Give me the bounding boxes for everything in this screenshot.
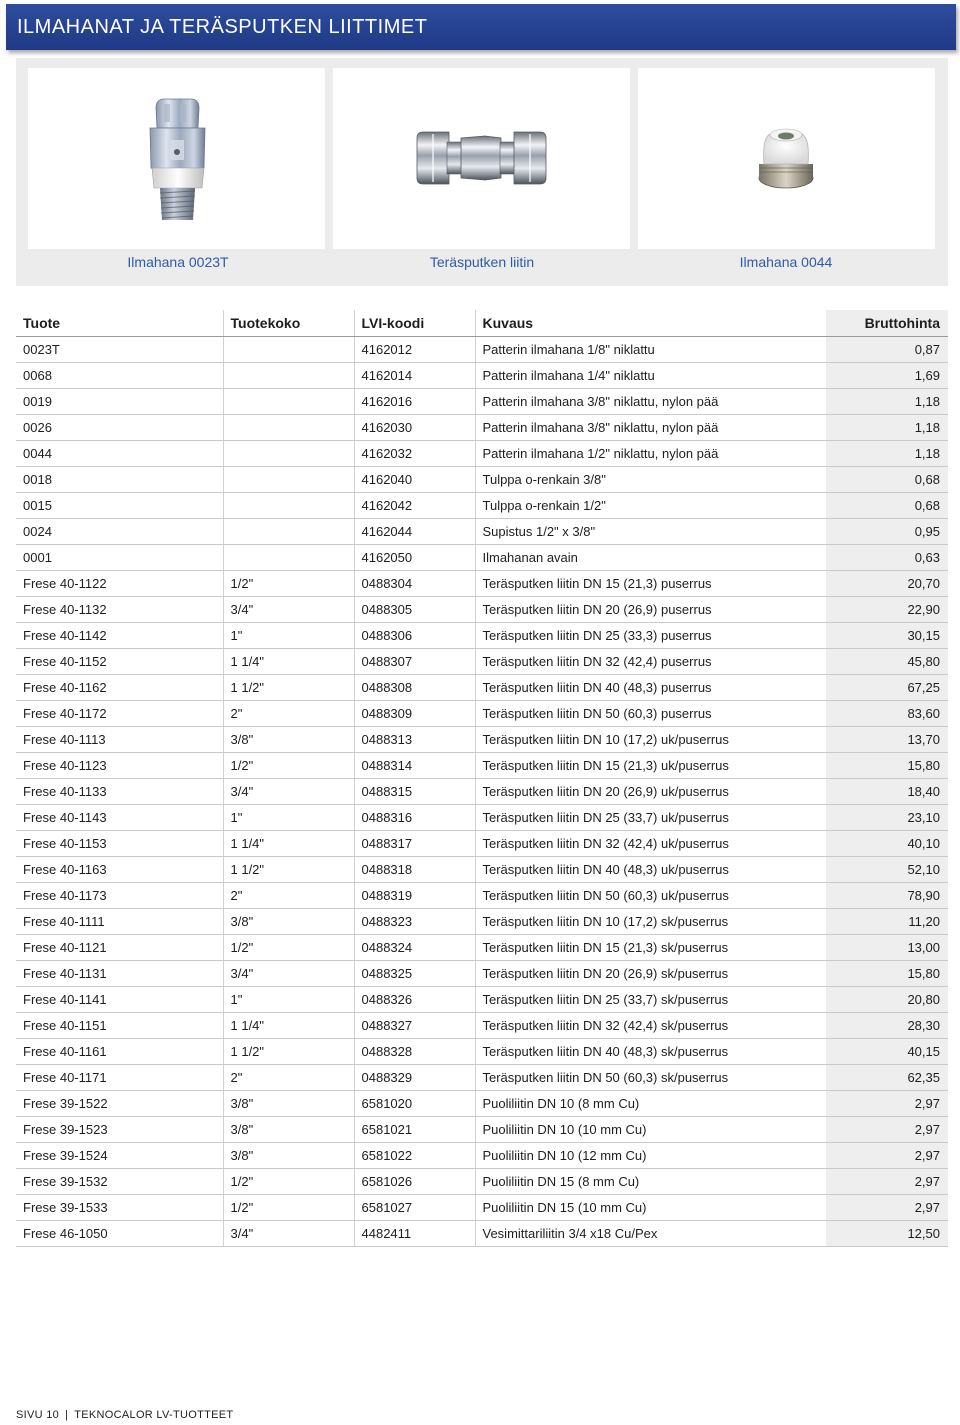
product-caption-1: Ilmahana 0023T <box>127 254 229 270</box>
cell-bruttohinta: 1,18 <box>826 441 948 467</box>
cell-tuotekoko <box>223 467 354 493</box>
cell-tuote: Frese 39-1522 <box>16 1091 223 1117</box>
cell-tuotekoko: 3/4" <box>223 961 354 987</box>
cell-bruttohinta: 28,30 <box>826 1013 948 1039</box>
cell-bruttohinta: 20,70 <box>826 571 948 597</box>
cell-kuvaus: Teräsputken liitin DN 40 (48,3) puserrus <box>475 675 826 701</box>
cell-tuote: Frese 39-1532 <box>16 1169 223 1195</box>
cell-kuvaus: Puoliliitin DN 15 (8 mm Cu) <box>475 1169 826 1195</box>
cell-tuotekoko: 1/2" <box>223 1169 354 1195</box>
table-row <box>16 701 948 727</box>
table-row <box>16 441 948 467</box>
cell-tuote: Frese 40-1123 <box>16 753 223 779</box>
footer-brand: TEKNOCALOR LV-TUOTTEET <box>74 1409 234 1421</box>
cell-tuotekoko: 1 1/4" <box>223 831 354 857</box>
cell-tuote: 0068 <box>16 363 223 389</box>
table-row <box>16 649 948 675</box>
cell-tuote: Frese 40-1122 <box>16 571 223 597</box>
cell-lvi-koodi: 0488305 <box>354 597 475 623</box>
cell-kuvaus: Teräsputken liitin DN 50 (60,3) sk/puserrus <box>475 1065 826 1091</box>
cell-tuotekoko: 1 1/2" <box>223 675 354 701</box>
cell-lvi-koodi: 0488319 <box>354 883 475 909</box>
cell-bruttohinta: 0,63 <box>826 545 948 571</box>
cell-tuote: Frese 40-1172 <box>16 701 223 727</box>
cell-bruttohinta: 30,15 <box>826 623 948 649</box>
cell-lvi-koodi: 0488316 <box>354 805 475 831</box>
cell-tuote: Frese 40-1153 <box>16 831 223 857</box>
cell-tuote: 0015 <box>16 493 223 519</box>
cell-bruttohinta: 40,15 <box>826 1039 948 1065</box>
cell-kuvaus: Teräsputken liitin DN 32 (42,4) puserrus <box>475 649 826 675</box>
cell-tuote: Frese 40-1173 <box>16 883 223 909</box>
cell-tuotekoko: 1 1/4" <box>223 1013 354 1039</box>
air-valve-0023t-image <box>28 68 325 249</box>
cell-kuvaus: Teräsputken liitin DN 40 (48,3) sk/puserrus <box>475 1039 826 1065</box>
cell-tuotekoko <box>223 493 354 519</box>
table-row <box>16 831 948 857</box>
footer-separator: | <box>65 1409 69 1421</box>
table-row <box>16 753 948 779</box>
cell-lvi-koodi: 4162042 <box>354 493 475 519</box>
table-row <box>16 909 948 935</box>
cell-kuvaus: Teräsputken liitin DN 50 (60,3) uk/puserrus <box>475 883 826 909</box>
cell-bruttohinta: 2,97 <box>826 1195 948 1221</box>
column-header-tuotekoko: Tuotekoko <box>223 310 354 337</box>
cell-bruttohinta: 45,80 <box>826 649 948 675</box>
table-row <box>16 1091 948 1117</box>
cell-kuvaus: Teräsputken liitin DN 20 (26,9) puserrus <box>475 597 826 623</box>
table-row <box>16 1143 948 1169</box>
cell-bruttohinta: 1,18 <box>826 389 948 415</box>
cell-bruttohinta: 22,90 <box>826 597 948 623</box>
cell-bruttohinta: 12,50 <box>826 1221 948 1247</box>
cell-lvi-koodi: 0488304 <box>354 571 475 597</box>
cell-lvi-koodi: 6581027 <box>354 1195 475 1221</box>
table-row <box>16 415 948 441</box>
cell-tuote: Frese 40-1142 <box>16 623 223 649</box>
cell-bruttohinta: 0,87 <box>826 337 948 363</box>
cell-lvi-koodi: 6581021 <box>354 1117 475 1143</box>
cell-tuote: Frese 40-1121 <box>16 935 223 961</box>
cell-tuote: Frese 40-1163 <box>16 857 223 883</box>
cell-kuvaus: Patterin ilmahana 1/4" niklattu <box>475 363 826 389</box>
cell-tuotekoko: 1/2" <box>223 935 354 961</box>
cell-kuvaus: Teräsputken liitin DN 10 (17,2) sk/puserrus <box>475 909 826 935</box>
cell-tuote: Frese 40-1133 <box>16 779 223 805</box>
cell-tuote: 0018 <box>16 467 223 493</box>
cell-kuvaus: Teräsputken liitin DN 20 (26,9) uk/puserrus <box>475 779 826 805</box>
cell-bruttohinta: 62,35 <box>826 1065 948 1091</box>
cell-kuvaus: Tulppa o-renkain 1/2" <box>475 493 826 519</box>
cell-lvi-koodi: 0488328 <box>354 1039 475 1065</box>
column-header-tuote: Tuote <box>16 310 223 337</box>
cell-lvi-koodi: 0488314 <box>354 753 475 779</box>
table-row <box>16 467 948 493</box>
cell-kuvaus: Patterin ilmahana 3/8" niklattu, nylon pää <box>475 415 826 441</box>
table-row <box>16 493 948 519</box>
cell-kuvaus: Teräsputken liitin DN 20 (26,9) sk/puserrus <box>475 961 826 987</box>
cell-tuote: Frese 39-1523 <box>16 1117 223 1143</box>
cell-lvi-koodi: 0488323 <box>354 909 475 935</box>
cell-tuotekoko <box>223 545 354 571</box>
cell-tuote: Frese 40-1113 <box>16 727 223 753</box>
column-header-kuvaus: Kuvaus <box>475 310 826 337</box>
table-row <box>16 961 948 987</box>
cell-tuote: Frese 39-1524 <box>16 1143 223 1169</box>
table-row <box>16 623 948 649</box>
product-caption-2: Teräsputken liitin <box>429 254 535 270</box>
cell-tuotekoko: 1 1/2" <box>223 1039 354 1065</box>
cell-lvi-koodi: 0488317 <box>354 831 475 857</box>
table-body <box>16 337 948 1247</box>
cell-tuotekoko <box>223 337 354 363</box>
cell-tuotekoko: 3/4" <box>223 597 354 623</box>
cell-lvi-koodi: 4162014 <box>354 363 475 389</box>
cell-kuvaus: Teräsputken liitin DN 32 (42,4) uk/puserrus <box>475 831 826 857</box>
cell-tuotekoko: 3/4" <box>223 779 354 805</box>
cell-tuote: 0001 <box>16 545 223 571</box>
cell-kuvaus: Supistus 1/2" x 3/8" <box>475 519 826 545</box>
cell-bruttohinta: 18,40 <box>826 779 948 805</box>
table-row <box>16 337 948 363</box>
table-row <box>16 597 948 623</box>
table-row <box>16 857 948 883</box>
table-row <box>16 389 948 415</box>
cell-tuote: 0023T <box>16 337 223 363</box>
page-number: SIVU 10 <box>16 1409 60 1421</box>
cell-tuote: 0044 <box>16 441 223 467</box>
cell-kuvaus: Teräsputken liitin DN 15 (21,3) puserrus <box>475 571 826 597</box>
table-row <box>16 675 948 701</box>
cell-bruttohinta: 40,10 <box>826 831 948 857</box>
cell-lvi-koodi: 4162012 <box>354 337 475 363</box>
cell-bruttohinta: 20,80 <box>826 987 948 1013</box>
cell-kuvaus: Puoliliitin DN 10 (8 mm Cu) <box>475 1091 826 1117</box>
product-card-3 <box>638 68 935 249</box>
table-row <box>16 779 948 805</box>
cell-kuvaus: Ilmahanan avain <box>475 545 826 571</box>
column-header-lvi-koodi: LVI-koodi <box>354 310 475 337</box>
cell-tuotekoko: 3/8" <box>223 1091 354 1117</box>
cell-kuvaus: Teräsputken liitin DN 10 (17,2) uk/puserrus <box>475 727 826 753</box>
cell-tuote: Frese 46-1050 <box>16 1221 223 1247</box>
cell-lvi-koodi: 0488308 <box>354 675 475 701</box>
cell-tuotekoko <box>223 441 354 467</box>
cell-bruttohinta: 13,00 <box>826 935 948 961</box>
cell-lvi-koodi: 0488327 <box>354 1013 475 1039</box>
table-row <box>16 987 948 1013</box>
cell-tuotekoko: 3/8" <box>223 1143 354 1169</box>
product-card-2 <box>333 68 630 249</box>
cell-lvi-koodi: 4162044 <box>354 519 475 545</box>
cell-bruttohinta: 0,95 <box>826 519 948 545</box>
cell-bruttohinta: 2,97 <box>826 1117 948 1143</box>
cell-tuotekoko: 1/2" <box>223 571 354 597</box>
cell-tuotekoko: 3/8" <box>223 727 354 753</box>
cell-tuote: Frese 40-1171 <box>16 1065 223 1091</box>
cell-lvi-koodi: 0488309 <box>354 701 475 727</box>
cell-lvi-koodi: 0488325 <box>354 961 475 987</box>
cell-kuvaus: Teräsputken liitin DN 32 (42,4) sk/puserrus <box>475 1013 826 1039</box>
cell-bruttohinta: 2,97 <box>826 1091 948 1117</box>
cell-bruttohinta: 13,70 <box>826 727 948 753</box>
cell-tuote: Frese 40-1111 <box>16 909 223 935</box>
cell-kuvaus: Teräsputken liitin DN 25 (33,7) uk/puserrus <box>475 805 826 831</box>
cell-tuote: 0019 <box>16 389 223 415</box>
cell-tuotekoko <box>223 389 354 415</box>
cell-kuvaus: Patterin ilmahana 1/8" niklattu <box>475 337 826 363</box>
cell-kuvaus: Teräsputken liitin DN 15 (21,3) sk/puserrus <box>475 935 826 961</box>
cell-lvi-koodi: 0488307 <box>354 649 475 675</box>
cell-bruttohinta: 52,10 <box>826 857 948 883</box>
cell-kuvaus: Patterin ilmahana 1/2" niklattu, nylon pää <box>475 441 826 467</box>
cell-tuotekoko: 3/8" <box>223 909 354 935</box>
cell-kuvaus: Puoliliitin DN 10 (12 mm Cu) <box>475 1143 826 1169</box>
column-header-bruttohinta: Bruttohinta <box>826 310 948 337</box>
cell-tuotekoko: 3/4" <box>223 1221 354 1247</box>
table-row <box>16 883 948 909</box>
cell-lvi-koodi: 0488315 <box>354 779 475 805</box>
table-row <box>16 1169 948 1195</box>
table-row <box>16 805 948 831</box>
cell-tuotekoko: 1" <box>223 805 354 831</box>
cell-lvi-koodi: 0488306 <box>354 623 475 649</box>
table-row <box>16 1065 948 1091</box>
cell-kuvaus: Tulppa o-renkain 3/8" <box>475 467 826 493</box>
cell-bruttohinta: 0,68 <box>826 493 948 519</box>
cell-tuote: Frese 40-1143 <box>16 805 223 831</box>
cell-tuotekoko <box>223 415 354 441</box>
cell-tuote: Frese 40-1162 <box>16 675 223 701</box>
table-row <box>16 727 948 753</box>
cell-bruttohinta: 2,97 <box>826 1143 948 1169</box>
cell-lvi-koodi: 4162050 <box>354 545 475 571</box>
cell-tuotekoko <box>223 519 354 545</box>
cell-tuote: Frese 40-1141 <box>16 987 223 1013</box>
table-row <box>16 1117 948 1143</box>
table-row <box>16 519 948 545</box>
cell-kuvaus: Vesimittariliitin 3/4 x18 Cu/Pex <box>475 1221 826 1247</box>
cell-tuote: Frese 40-1131 <box>16 961 223 987</box>
table-row <box>16 1195 948 1221</box>
cell-lvi-koodi: 6581026 <box>354 1169 475 1195</box>
cell-bruttohinta: 15,80 <box>826 753 948 779</box>
cell-bruttohinta: 83,60 <box>826 701 948 727</box>
page-title: ILMAHANAT JA TERÄSPUTKEN LIITTIMET <box>17 16 428 38</box>
cell-tuotekoko: 1/2" <box>223 1195 354 1221</box>
cell-kuvaus: Teräsputken liitin DN 15 (21,3) uk/puserrus <box>475 753 826 779</box>
cell-lvi-koodi: 0488329 <box>354 1065 475 1091</box>
cell-tuote: Frese 40-1161 <box>16 1039 223 1065</box>
cell-kuvaus: Puoliliitin DN 10 (10 mm Cu) <box>475 1117 826 1143</box>
cell-tuotekoko: 2" <box>223 883 354 909</box>
cell-tuotekoko: 1/2" <box>223 753 354 779</box>
cell-bruttohinta: 2,97 <box>826 1169 948 1195</box>
cell-bruttohinta: 67,25 <box>826 675 948 701</box>
cell-kuvaus: Teräsputken liitin DN 40 (48,3) uk/puserrus <box>475 857 826 883</box>
cell-lvi-koodi: 0488324 <box>354 935 475 961</box>
cell-bruttohinta: 78,90 <box>826 883 948 909</box>
cell-kuvaus: Teräsputken liitin DN 25 (33,3) puserrus <box>475 623 826 649</box>
cell-lvi-koodi: 0488326 <box>354 987 475 1013</box>
cell-tuotekoko: 2" <box>223 701 354 727</box>
cell-tuotekoko: 2" <box>223 1065 354 1091</box>
product-gallery <box>16 58 948 286</box>
cell-lvi-koodi: 0488318 <box>354 857 475 883</box>
cell-lvi-koodi: 4162030 <box>354 415 475 441</box>
cell-lvi-koodi: 0488313 <box>354 727 475 753</box>
table-row <box>16 1221 948 1247</box>
cell-tuotekoko: 1 1/2" <box>223 857 354 883</box>
table-row <box>16 935 948 961</box>
cell-tuote: Frese 39-1533 <box>16 1195 223 1221</box>
cell-kuvaus: Puoliliitin DN 15 (10 mm Cu) <box>475 1195 826 1221</box>
cell-bruttohinta: 11,20 <box>826 909 948 935</box>
cell-kuvaus: Teräsputken liitin DN 50 (60,3) puserrus <box>475 701 826 727</box>
page-footer <box>16 1409 233 1421</box>
cell-tuote: 0024 <box>16 519 223 545</box>
cell-bruttohinta: 23,10 <box>826 805 948 831</box>
air-valve-0044-image <box>638 68 935 249</box>
cell-tuotekoko: 1" <box>223 623 354 649</box>
cell-tuote: Frese 40-1152 <box>16 649 223 675</box>
product-card-1 <box>28 68 325 249</box>
table-row <box>16 1013 948 1039</box>
cell-lvi-koodi: 4482411 <box>354 1221 475 1247</box>
table-row <box>16 545 948 571</box>
table-row <box>16 1039 948 1065</box>
cell-tuote: Frese 40-1132 <box>16 597 223 623</box>
cell-lvi-koodi: 4162032 <box>354 441 475 467</box>
cell-bruttohinta: 1,18 <box>826 415 948 441</box>
cell-tuotekoko: 1 1/4" <box>223 649 354 675</box>
cell-tuote: Frese 40-1151 <box>16 1013 223 1039</box>
price-table <box>16 310 948 1247</box>
table-row <box>16 363 948 389</box>
cell-tuotekoko: 1" <box>223 987 354 1013</box>
cell-lvi-koodi: 4162040 <box>354 467 475 493</box>
cell-lvi-koodi: 6581022 <box>354 1143 475 1169</box>
table-row <box>16 571 948 597</box>
cell-tuote: 0026 <box>16 415 223 441</box>
cell-kuvaus: Teräsputken liitin DN 25 (33,7) sk/puserrus <box>475 987 826 1013</box>
cell-lvi-koodi: 4162016 <box>354 389 475 415</box>
cell-tuotekoko: 3/8" <box>223 1117 354 1143</box>
cell-bruttohinta: 15,80 <box>826 961 948 987</box>
product-caption-3: Ilmahana 0044 <box>739 254 833 270</box>
cell-bruttohinta: 1,69 <box>826 363 948 389</box>
cell-lvi-koodi: 6581020 <box>354 1091 475 1117</box>
cell-kuvaus: Patterin ilmahana 3/8" niklattu, nylon pää <box>475 389 826 415</box>
table-header-row <box>16 310 948 337</box>
cell-bruttohinta: 0,68 <box>826 467 948 493</box>
steel-pipe-connector-image <box>333 68 630 249</box>
cell-tuotekoko <box>223 363 354 389</box>
title-bar <box>6 4 956 50</box>
